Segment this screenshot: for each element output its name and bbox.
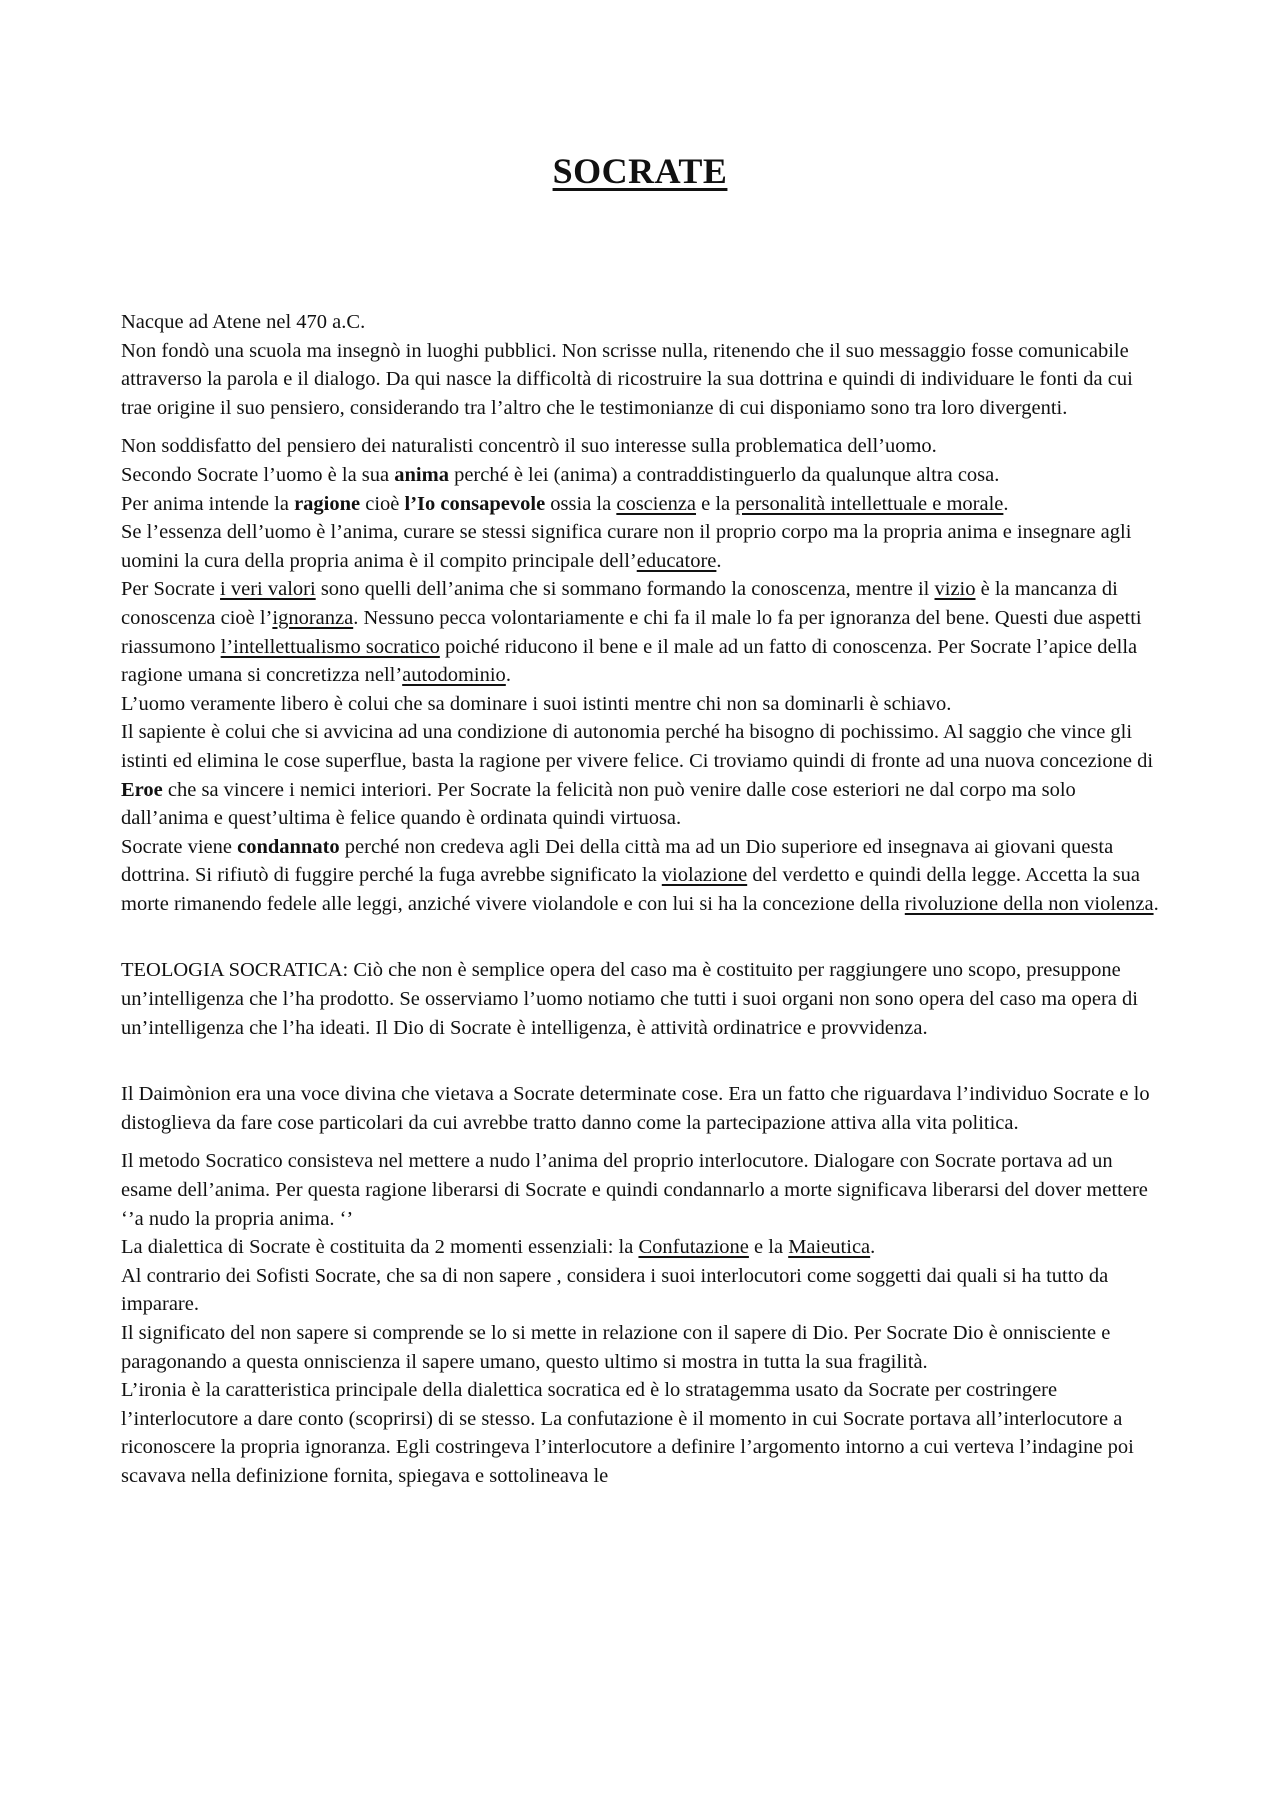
text-run: Non fondò una scuola ma insegnò in luoghi pubblici. Non scrisse nulla, ritenendo che il suo messaggio fosse comunicabile attraverso la parola e il dialogo. Da qui nasce la difficoltà di ricostruire la sua dottrina e quindi di individuare le fonti da cui trae origine il suo pensiero, considerando tra l’altro che le testimonianze di cui disponiamo sono tra loro divergenti. [121, 339, 1133, 419]
text-run: Se l’essenza dell’uomo è l’anima, curare se stessi significa curare non il proprio corpo ma la propria anima e insegnare agli uomini la cura della propria anima è il compito principale dell’ [121, 521, 1132, 572]
text-run: . Nessuno pecca volontariamente e chi fa il male lo fa per ignoranza del bene. Questi due aspetti riassumono [121, 606, 1142, 658]
paragraph-p9 [121, 718, 1166, 832]
paragraph-p5 [121, 490, 1166, 519]
text-run: L’uomo veramente libero è colui che sa dominare i suoi istinti mentre chi non sa dominarli è schiavo. [121, 692, 952, 715]
paragraph-p6 [121, 518, 1166, 575]
underlined-term: violazione [661, 864, 748, 887]
text-run: del verdetto e quindi della legge. Accetta la sua morte rimanendo fedele alle leggi, anziché vivere violandole e con lui si ha la concezione della [121, 864, 1140, 915]
text-run: perché non credeva agli Dei della città ma ad un Dio superiore ed insegnava ai giovani questa dottrina. Si rifiutò di fuggire perché la fuga avrebbe significato la [121, 835, 1114, 887]
paragraph-p4 [121, 461, 1166, 490]
paragraph-p7 [121, 575, 1166, 689]
text-run: . [870, 1236, 876, 1259]
underlined-term: vizio [934, 578, 976, 601]
paragraph-spacer [121, 1042, 1166, 1080]
paragraph-spacer [121, 1137, 1166, 1147]
text-run: Per anima intende la [121, 492, 295, 515]
text-run: e la [748, 1236, 789, 1259]
text-run: Nacque ad Atene nel 470 a.C. [121, 311, 366, 333]
underlined-term: Confutazione [638, 1236, 749, 1259]
text-run: poiché riducono il bene e il male ad un fatto di conoscenza. Per Socrate l’apice della ragione umana si concretizza nell’ [121, 635, 1138, 687]
bold-term: anima [394, 463, 449, 486]
paragraph-p8 [121, 690, 1166, 719]
paragraph-p11 [121, 956, 1166, 1042]
underlined-term: coscienza [616, 492, 697, 515]
paragraph-p2 [121, 337, 1166, 423]
text-run: e la [696, 492, 736, 515]
text-run: cioè [360, 492, 405, 515]
text-run: Il sapiente è colui che si avvicina ad una condizione di autonomia perché ha bisogno di pochissimo. Al saggio che vince gli istinti ed elimina le cose superflue, basta la ragione per vivere felice. Ci troviamo quindi di fronte ad una nuova concezione di [121, 721, 1154, 772]
text-run: che sa vincere i nemici interiori. Per Socrate la felicità non può venire dalle cose esteriori ne dal corpo ma solo dall’anima e quest’ultima è felice quando è ordinata quindi virtuosa. [121, 778, 1076, 830]
paragraph-p14 [121, 1233, 1166, 1262]
text-run: Il Daimònion era una voce divina che vietava a Socrate determinate cose. Era un fatto che riguardava l’individuo Socrate e lo distoglieva da fare cose particolari da cui avrebbe tratto danno come la partecipazione attiva alla vita politica. [121, 1083, 1150, 1134]
paragraph-p16 [121, 1319, 1166, 1376]
paragraph-spacer [121, 918, 1166, 956]
bold-term: l’Io consapevole [404, 492, 546, 515]
text-run: Il significato del non sapere si comprende se lo si mette in relazione con il sapere di Dio. Per Socrate Dio è onnisciente e paragonando a questa onniscienza il sapere umano, questo ultimo si mostra in tutta la sua fragilità. [121, 1322, 1111, 1373]
underlined-term: rivoluzione della non violenza [904, 892, 1154, 915]
text-run: Al contrario dei Sofisti Socrate, che sa di non sapere , considera i suoi interlocutori come soggetti dai quali si ha tutto da imparare. [121, 1264, 1109, 1316]
underlined-term: ignoranza [272, 606, 354, 629]
text-run: . [505, 664, 511, 687]
paragraph-spacer [121, 422, 1166, 432]
bold-term: ragione [294, 492, 361, 515]
underlined-term: educatore [636, 549, 717, 572]
text-run: TEOLOGIA SOCRATICA: Ciò che non è semplice opera del caso ma è costituito per raggiungere uno scopo, presuppone un’intelligenza che l’ha prodotto. Se osserviamo l’uomo notiamo che tutti i suoi organi non sono opera del caso ma opera di un’intelligenza che l’ha ideati. Il Dio di Socrate è intelligenza, è attività ordinatrice e provvidenza. [121, 959, 1138, 1039]
text-run: . [1003, 492, 1009, 515]
underlined-term: i veri valori [220, 578, 316, 601]
text-run: La dialettica di Socrate è costituita da 2 momenti essenziali: la [121, 1236, 639, 1259]
text-run: Socrate viene [121, 835, 238, 858]
text-run: L’ironia è la caratteristica principale della dialettica socratica ed è lo stratagemma usato da Socrate per costringere l’interlocutore a dare conto (scoprirsi) di se stesso. La confutazione è il momento in cui Socrate portava all’interlocutore a riconoscere la propria ignoranza. Egli costringeva l’interlocutore a definire l’argomento intorno a cui verteva l’indagine poi scavava nella definizione fornita, spiegava e sottolineava le [121, 1379, 1134, 1487]
underlined-term: personalità intellettuale e morale [735, 492, 1004, 515]
text-run: sono quelli dell’anima che si sommano formando la conoscenza, mentre il [315, 578, 935, 601]
paragraph-p1 [121, 308, 1166, 337]
bold-term: Eroe [121, 778, 163, 801]
paragraph-p13 [121, 1147, 1166, 1233]
paragraph-p15 [121, 1262, 1166, 1319]
underlined-term: l’intellettualismo socratico [220, 635, 440, 658]
underlined-term: autodominio [402, 664, 506, 687]
text-run: Secondo Socrate l’uomo è la sua [121, 463, 395, 486]
document-body [121, 308, 1166, 1491]
text-run: Non soddisfatto del pensiero dei naturalisti concentrò il suo interesse sulla problematica dell’uomo. [121, 435, 937, 458]
underlined-term: Maieutica [788, 1236, 871, 1259]
paragraph-p10 [121, 833, 1166, 919]
paragraph-p3 [121, 432, 1166, 461]
paragraph-p17 [121, 1376, 1166, 1490]
bold-term: condannato [237, 835, 340, 858]
text-run: Il metodo Socratico consisteva nel mettere a nudo l’anima del proprio interlocutore. Dialogare con Socrate portava ad un esame dell’anima. Per questa ragione liberarsi di Socrate e quindi condannarlo a morte significava liberarsi del dover mettere ‘’a nudo la propria anima. ‘’ [121, 1150, 1148, 1230]
text-run: ossia la [545, 492, 617, 515]
page-title: SOCRATE [552, 151, 728, 191]
text-run: . [716, 549, 722, 572]
text-run: è la mancanza di conoscenza cioè l’ [121, 578, 1118, 629]
paragraph-p12 [121, 1080, 1166, 1137]
text-run: Per Socrate [121, 578, 221, 601]
text-run: . [1153, 892, 1159, 915]
text-run: perché è lei (anima) a contraddistinguerlo da qualunque altra cosa. [448, 463, 1000, 486]
